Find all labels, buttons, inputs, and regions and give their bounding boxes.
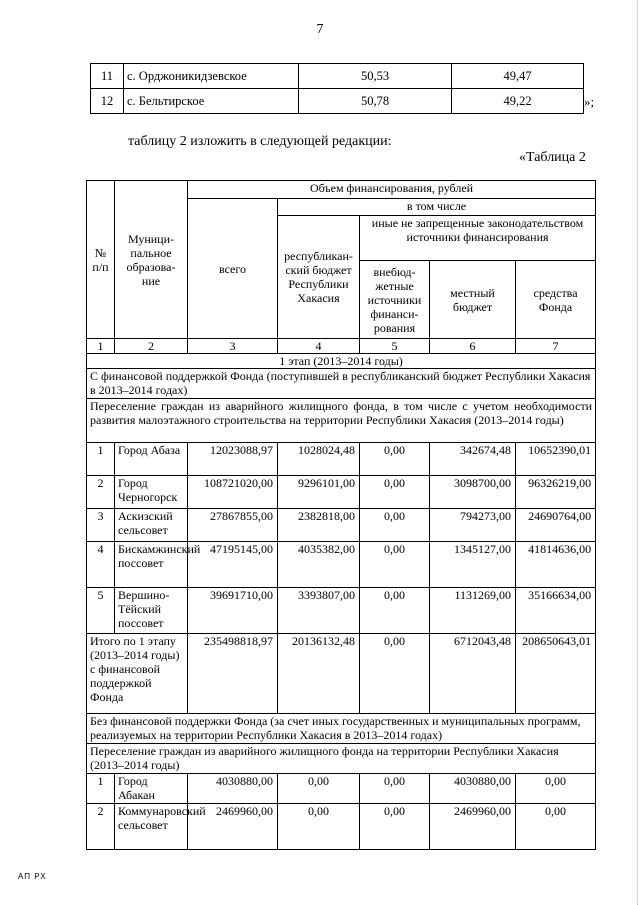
row-fund: 0,00 — [516, 774, 596, 804]
section-title: Без финансовой поддержки Фонда (за счет иных государственных и муниципальных программ, реализуемых на территории Республики Хакасия в 2013–2014 годах) — [87, 714, 596, 744]
col-number: 2 — [115, 339, 188, 354]
table-close-quote: »; — [584, 94, 595, 109]
cell-num: 12 — [91, 89, 124, 114]
header-total: всего — [188, 199, 278, 339]
col-number: 3 — [188, 339, 278, 354]
row-num: 2 — [87, 804, 115, 850]
row-name: Аскизский сельсовет — [115, 509, 188, 542]
row-local: 794273,00 — [430, 509, 516, 542]
header-num: № п/п — [87, 181, 115, 339]
table-caption: «Таблица 2 — [519, 150, 586, 165]
header-republic-budget: республикан-ский бюджет Республики Хакасия — [278, 216, 360, 339]
table-row — [87, 542, 596, 588]
table-row — [91, 89, 584, 114]
table-row — [87, 804, 596, 850]
row-offbudget: 0,00 — [360, 588, 430, 634]
row-republic: 9296101,00 — [278, 476, 360, 509]
row-offbudget: 0,00 — [360, 476, 430, 509]
row-republic: 4035382,00 — [278, 542, 360, 588]
cell-name: с. Бельтирское — [124, 89, 299, 114]
row-fund: 10652390,01 — [516, 443, 596, 476]
row-republic: 2382818,00 — [278, 509, 360, 542]
row-name: Город Черногорск — [115, 476, 188, 509]
row-num: 1 — [87, 774, 115, 804]
row-total: 108721020,00 — [188, 476, 278, 509]
row-offbudget: 0,00 — [360, 774, 430, 804]
row-total: 4030880,00 — [188, 774, 278, 804]
table-row — [87, 588, 596, 634]
cell-name: с. Орджоникидзевское — [124, 64, 299, 89]
row-total: 39691710,00 — [188, 588, 278, 634]
header-local-budget: местный бюджет — [430, 261, 516, 339]
row-offbudget: 0,00 — [360, 443, 430, 476]
total-label: Итого по 1 этапу (2013–2014 годы) с финансовой поддержкой Фонда — [87, 634, 188, 714]
col-number: 6 — [430, 339, 516, 354]
row-num: 5 — [87, 588, 115, 634]
instruction-paragraph: таблицу 2 изложить в следующей редакции: — [128, 134, 392, 149]
cell-value: 50,78 — [299, 89, 452, 114]
total-offbudget: 0,00 — [360, 634, 430, 714]
table-row — [87, 476, 596, 509]
row-num: 3 — [87, 509, 115, 542]
row-republic: 0,00 — [278, 804, 360, 850]
section-subtitle: Переселение граждан из аварийного жилищного фонда, в том числе с учетом необходимости развития малоэтажного строительства на территории Республики Хакасия (2013–2014 годы) — [87, 399, 596, 443]
row-name: Бискамжинский поссовет — [115, 542, 188, 588]
row-name: Коммунаровский сельсовет — [115, 804, 188, 850]
total-local: 6712043,48 — [430, 634, 516, 714]
total-row — [87, 634, 596, 714]
row-local: 342674,48 — [430, 443, 516, 476]
row-num: 1 — [87, 443, 115, 476]
total-republic: 20136132,48 — [278, 634, 360, 714]
stage-title: 1 этап (2013–2014 годы) — [87, 354, 596, 369]
header-other-sources: иные не запрещенные законодательством источники финансирования — [360, 216, 596, 261]
col-number: 5 — [360, 339, 430, 354]
header-municipality: Муници-пальное образова-ние — [115, 181, 188, 339]
row-offbudget: 0,00 — [360, 542, 430, 588]
table-row — [87, 509, 596, 542]
row-offbudget: 0,00 — [360, 509, 430, 542]
cell-value: 49,22 — [452, 89, 584, 114]
row-fund: 41814636,00 — [516, 542, 596, 588]
header-including: в том числе — [278, 199, 596, 216]
col-number: 4 — [278, 339, 360, 354]
row-local: 4030880,00 — [430, 774, 516, 804]
row-name: Город Абаза — [115, 443, 188, 476]
previous-table — [90, 63, 584, 114]
header-funding: Объем финансирования, рублей — [188, 181, 596, 199]
funding-table — [86, 180, 596, 850]
footer-code: АП РХ — [18, 872, 47, 881]
row-total: 27867855,00 — [188, 509, 278, 542]
section-title: С финансовой поддержкой Фонда (поступившей в республиканский бюджет Республики Хакасия в 2013–2014 годах) — [87, 369, 596, 399]
table-row — [87, 774, 596, 804]
row-num: 2 — [87, 476, 115, 509]
row-local: 2469960,00 — [430, 804, 516, 850]
header-offbudget: внебюд-жетные источники финанси-рования — [360, 261, 430, 339]
table-row — [91, 64, 584, 89]
row-fund: 24690764,00 — [516, 509, 596, 542]
row-fund: 96326219,00 — [516, 476, 596, 509]
row-num: 4 — [87, 542, 115, 588]
cell-num: 11 — [91, 64, 124, 89]
row-local: 1345127,00 — [430, 542, 516, 588]
col-number: 7 — [516, 339, 596, 354]
page-number: 7 — [316, 22, 324, 37]
cell-value: 50,53 — [299, 64, 452, 89]
total-fund: 208650643,01 — [516, 634, 596, 714]
row-republic: 0,00 — [278, 774, 360, 804]
row-local: 1131269,00 — [430, 588, 516, 634]
section-subtitle: Переселение граждан из аварийного жилищного фонда на территории Республики Хакасия (2013–2014 годы) — [87, 744, 596, 774]
row-total: 12023088,97 — [188, 443, 278, 476]
table-row — [87, 443, 596, 476]
row-republic: 1028024,48 — [278, 443, 360, 476]
cell-value: 49,47 — [452, 64, 584, 89]
row-local: 3098700,00 — [430, 476, 516, 509]
total-total: 235498818,97 — [188, 634, 278, 714]
col-number: 1 — [87, 339, 115, 354]
row-republic: 3393807,00 — [278, 588, 360, 634]
scan-edge-divider — [636, 0, 638, 905]
row-name: Вершино-Тёйский поссовет — [115, 588, 188, 634]
header-fund: средства Фонда — [516, 261, 596, 339]
row-offbudget: 0,00 — [360, 804, 430, 850]
row-total: 47195145,00 — [188, 542, 278, 588]
row-fund: 0,00 — [516, 804, 596, 850]
row-name: Город Абакан — [115, 774, 188, 804]
row-fund: 35166634,00 — [516, 588, 596, 634]
row-total: 2469960,00 — [188, 804, 278, 850]
